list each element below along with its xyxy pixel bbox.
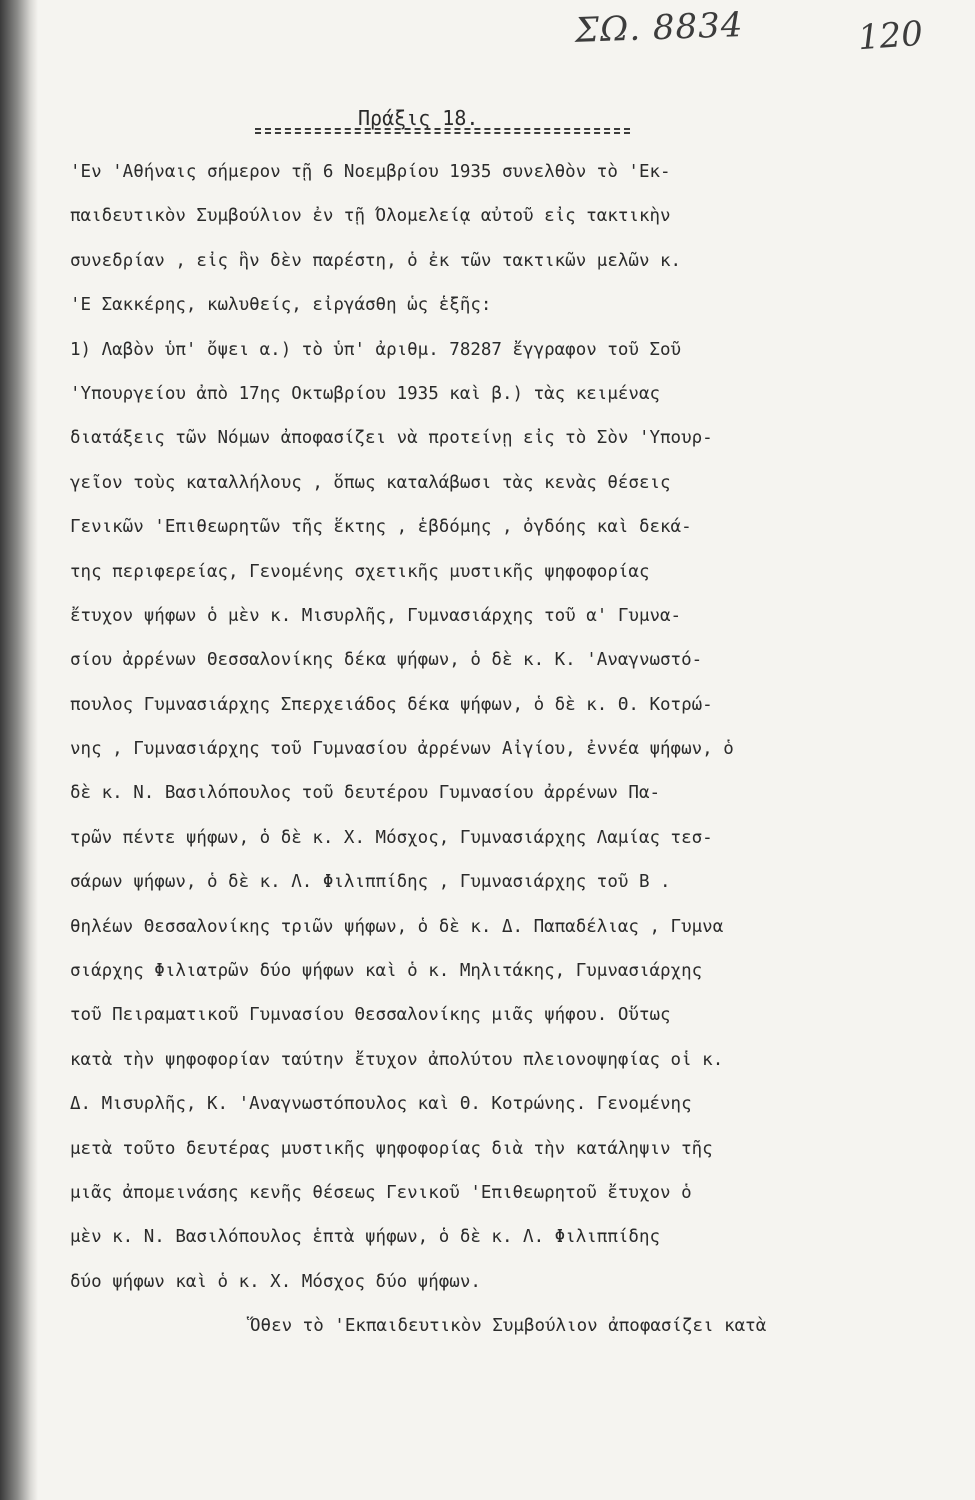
text-line: θηλέων Θεσσαλονίκης τριῶν ψήφων, ὁ δὲ κ. Δ. Παπαδέλιας , Γυμνα: [70, 916, 724, 937]
text-line: ἔτυχον ψήφων ὁ μὲν κ. Μισυρλῆς, Γυμνασιάρχης τοῦ α' Γυμνα-: [70, 605, 682, 626]
text-line: τοῦ Πειραματικοῦ Γυμνασίου Θεσσαλονίκης μιᾶς ψήφου. Οὕτως: [70, 1005, 671, 1026]
text-line: 'Υπουργείου ἀπὸ 17ης Οκτωβρίου 1935 καὶ β.) τὰς κειμένας: [70, 383, 661, 404]
document-title: Πράξις 18.: [358, 106, 479, 130]
title-underline: [255, 128, 630, 134]
text-line: μετὰ τοῦτο δευτέρας μυστικῆς ψηφοφορίας διὰ τὴν κατάληψιν τῆς: [70, 1138, 713, 1159]
text-line: γεῖον τοὺς καταλλήλους , ὅπως καταλάβωσι τὰς κενὰς θέσεις: [70, 472, 671, 493]
text-line: δύο ψήφων καὶ ὁ κ. Χ. Μόσχος δύο ψήφων.: [70, 1271, 481, 1292]
text-line: Δ. Μισυρλῆς, Κ. 'Αναγνωστόπουλος καὶ Θ. Κοτρώνης. Γενομένης: [70, 1094, 692, 1115]
text-line: διατάξεις τῶν Νόμων ἀποφασίζει νὰ προτείνῃ εἰς τὸ Σὸν 'Υπουρ-: [70, 428, 713, 449]
text-line: μὲν κ. Ν. Βασιλόπουλος ἑπτὰ ψήφων, ὁ δὲ κ. Λ. Φιλιππίδης: [70, 1227, 661, 1248]
text-line: συνεδρίαν , εἰς ἣν δὲν παρέστη, ὁ ἐκ τῶν τακτικῶν μελῶν κ.: [70, 250, 682, 271]
final-text-line: Ὅθεν τὸ 'Εκπαιδευτικὸν Συμβούλιον ἀποφασίζει κατὰ: [250, 1316, 767, 1337]
text-line: πουλος Γυμνασιάρχης Σπερχειάδος δέκα ψήφων, ὁ δὲ κ. Θ. Κοτρώ-: [70, 694, 713, 715]
text-line: 'Ε Σακκέρης, κωλυθείς, εἰργάσθη ὡς ἑξῆς:: [70, 295, 492, 316]
text-line: 1) Λαβὸν ὑπ' ὄψει α.) τὸ ὑπ' ἀριθμ. 78287 ἔγγραφον τοῦ Σοῦ: [70, 339, 682, 360]
document-body: [70, 150, 950, 1349]
text-line: σάρων ψήφων, ὁ δὲ κ. Λ. Φιλιππίδης , Γυμνασιάρχης τοῦ Β .: [70, 872, 671, 893]
text-line: Γενικῶν 'Επιθεωρητῶν τῆς ἕκτης , ἑβδόμης , ὀγδόης καὶ δεκά-: [70, 517, 692, 538]
handwritten-page-number: 120: [856, 13, 925, 59]
text-line: σιάρχης Φιλιατρῶν δύο ψήφων καὶ ὁ κ. Μηλιτάκης, Γυμνασιάρχης: [70, 961, 703, 982]
text-line: 'Εν 'Αθήναις σήμερον τῇ 6 Νοεμβρίου 1935 συνελθὸν τὸ 'Εκ-: [70, 162, 671, 182]
page-binding-shadow: [0, 0, 38, 1500]
text-line: τρῶν πέντε ψήφων, ὁ δὲ κ. Χ. Μόσχος, Γυμνασιάρχης Λαμίας τεσ-: [70, 827, 713, 848]
handwritten-reference: ΣΩ. 8834: [574, 5, 745, 51]
text-line: παιδευτικὸν Συμβούλιον ἐν τῇ Όλομελείᾳ αὐτοῦ εἰς τακτικὴν: [70, 206, 671, 227]
text-line: μιᾶς ἀπομεινάσης κενῆς θέσεως Γενικοῦ 'Επιθεωρητοῦ ἔτυχον ὁ: [70, 1182, 692, 1203]
text-line: δὲ κ. Ν. Βασιλόπουλος τοῦ δευτέρου Γυμνασίου ἀρρένων Πα-: [70, 783, 661, 804]
text-line: σίου ἀρρένων Θεσσαλονίκης δέκα ψήφων, ὁ δὲ κ. Κ. 'Αναγνωστό-: [70, 650, 703, 671]
text-line: κατὰ τὴν ψηφοφορίαν ταύτην ἔτυχον ἀπολύτου πλειονοψηφίας οἱ κ.: [70, 1049, 724, 1070]
text-line: της περιφερείας, Γενομένης σχετικῆς μυστικῆς ψηφοφορίας: [70, 561, 650, 582]
text-line: νης , Γυμνασιάρχης τοῦ Γυμνασίου ἀρρένων Αἰγίου, ἐννέα ψήφων, ὁ: [70, 739, 734, 760]
